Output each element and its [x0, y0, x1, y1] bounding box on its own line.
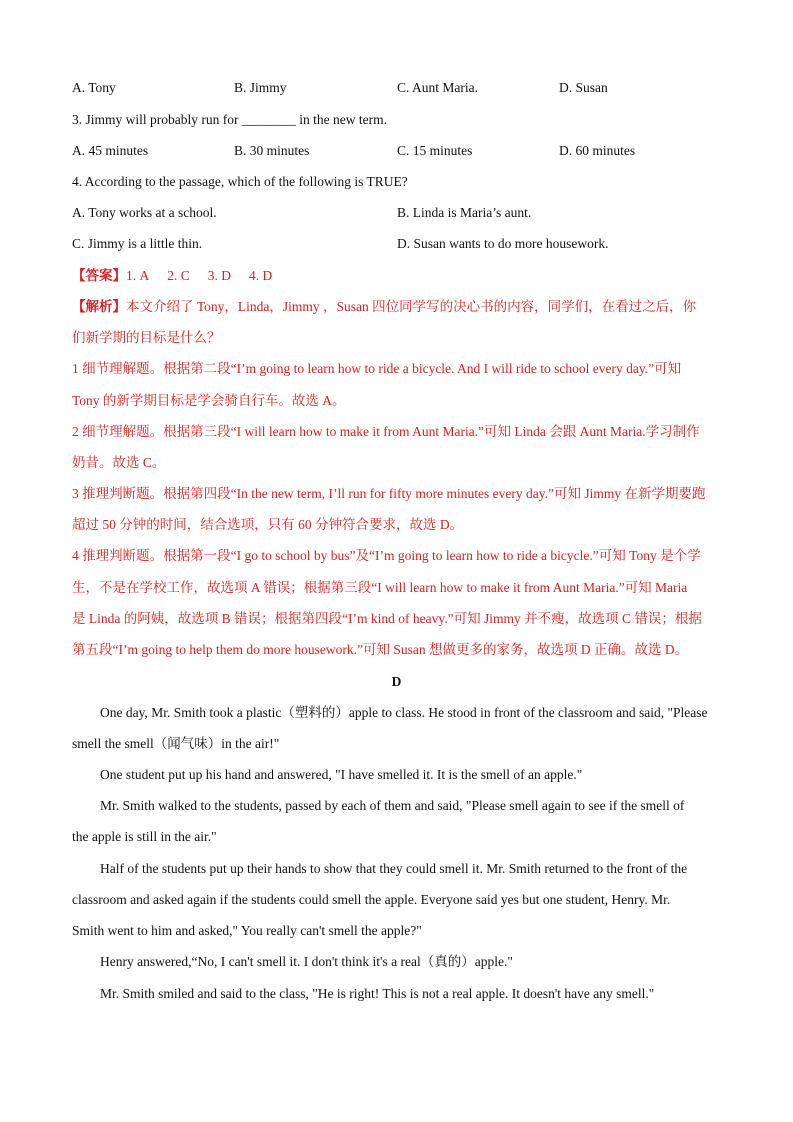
passage-line-8: Smith went to him and asked," You really can't smell the apple?" [72, 923, 422, 938]
passage-line-2: smell the smell（闻气味）in the air!" [72, 736, 280, 751]
q3-stem-post: in the new term. [295, 112, 387, 127]
answer-3: 3. D [207, 268, 232, 283]
q3-blank: ________ [241, 112, 296, 127]
analysis-line-2: 们新学期的目标是什么？ [72, 330, 221, 345]
passage-line-4: Mr. Smith walked to the students, passed by each of them and said, "Please smell again to see if the smell of [100, 798, 685, 813]
q3-stem [72, 111, 387, 129]
passage-title: D [391, 674, 402, 689]
answer-1: 1. A [126, 268, 150, 283]
analysis-line-1 [72, 298, 696, 316]
passage-line-10: Mr. Smith smiled and said to the class, "He is right! This is not a real apple. It doesn't have any smell." [100, 986, 655, 1001]
passage-line-3: One student put up his hand and answered, "I have smelled it. It is the smell of an apple." [100, 767, 583, 782]
analysis-line-5: 2 细节理解题。根据第三段“I will learn how to make it from Aunt Maria.”可知 Linda 会跟 Aunt Maria.学习制作 [72, 424, 700, 439]
q3-stem-pre: 3. Jimmy will probably run for [72, 112, 242, 127]
passage-line-6: Half of the students put up their hands to show that they could smell it. Mr. Smith returned to the front of the [100, 861, 688, 876]
answer-4: 4. D [249, 268, 273, 283]
q3-option-d: D. 60 minutes [559, 143, 636, 158]
q2-option-c: C. Aunt Maria. [397, 80, 478, 95]
q2-option-a: A. Tony [72, 80, 116, 95]
q3-option-b: B. 30 minutes [234, 143, 310, 158]
passage-line-5: the apple is still in the air." [72, 829, 217, 844]
analysis-line-12: 第五段“I’m going to help them do more housework.”可知 Susan 想做更多的家务，故选项 D 正确。故选 D。 [72, 642, 689, 657]
answer-line [72, 267, 272, 285]
analysis-line-3: 1 细节理解题。根据第二段“I’m going to learn how to ride a bicycle. And I will ride to school every day.”可知 [72, 361, 682, 376]
passage-line-7: classroom and asked again if the students could smell the apple. Everyone said yes but one student, Henry. Mr. [72, 892, 671, 907]
analysis-line-11: 是 Linda 的阿姨，故选项 B 错误；根据第四段“I’m kind of heavy.”可知 Jimmy 并不瘦，故选项 C 错误；根据 [72, 611, 702, 626]
passage-line-1: One day, Mr. Smith took a plastic（塑料的）apple to class. He stood in front of the classroom and said, "Please [100, 705, 708, 720]
analysis-label: 【解析】 [72, 299, 126, 314]
q4-option-d: D. Susan wants to do more housework. [397, 236, 609, 251]
analysis-line-8: 超过 50 分钟的时间，结合选项，只有 60 分钟符合要求，故选 D。 [72, 517, 464, 532]
analysis-text: 本文介绍了 Tony，Linda，Jimmy ，Susan 四位同学写的决心书的内容，同学们，在看过之后，你 [126, 299, 697, 314]
analysis-line-4: Tony 的新学期目标是学会骑自行车。故选 A。 [72, 393, 346, 408]
q4-stem: 4. According to the passage, which of the following is TRUE? [72, 174, 408, 189]
answer-label: 【答案】 [72, 268, 126, 283]
q4-option-b: B. Linda is Maria’s aunt. [397, 205, 532, 220]
analysis-line-7: 3 推理判断题。根据第四段“In the new term, I’ll run for fifty more minutes every day.”可知 Jimmy 在新学期要跑 [72, 486, 706, 501]
q4-option-a: A. Tony works at a school. [72, 205, 217, 220]
q3-option-a: A. 45 minutes [72, 143, 149, 158]
passage-line-9: Henry answered,“No, I can't smell it. I don't think it's a real（真的）apple." [100, 954, 513, 969]
q2-option-d: D. Susan [559, 80, 608, 95]
analysis-line-10: 生，不是在学校工作，故选项 A 错误；根据第三段“I will learn how to make it from Aunt Maria.”可知 Maria [72, 580, 688, 595]
q2-option-b: B. Jimmy [234, 80, 287, 95]
analysis-line-6: 奶昔。故选 C。 [72, 455, 166, 470]
q4-option-c: C. Jimmy is a little thin. [72, 236, 203, 251]
analysis-line-9: 4 推理判断题。根据第一段“I go to school by bus”及“I’m going to learn how to ride a bicycle.”可知 Tony 是个学 [72, 548, 701, 563]
answer-2: 2. C [167, 268, 190, 283]
q3-option-c: C. 15 minutes [397, 143, 473, 158]
